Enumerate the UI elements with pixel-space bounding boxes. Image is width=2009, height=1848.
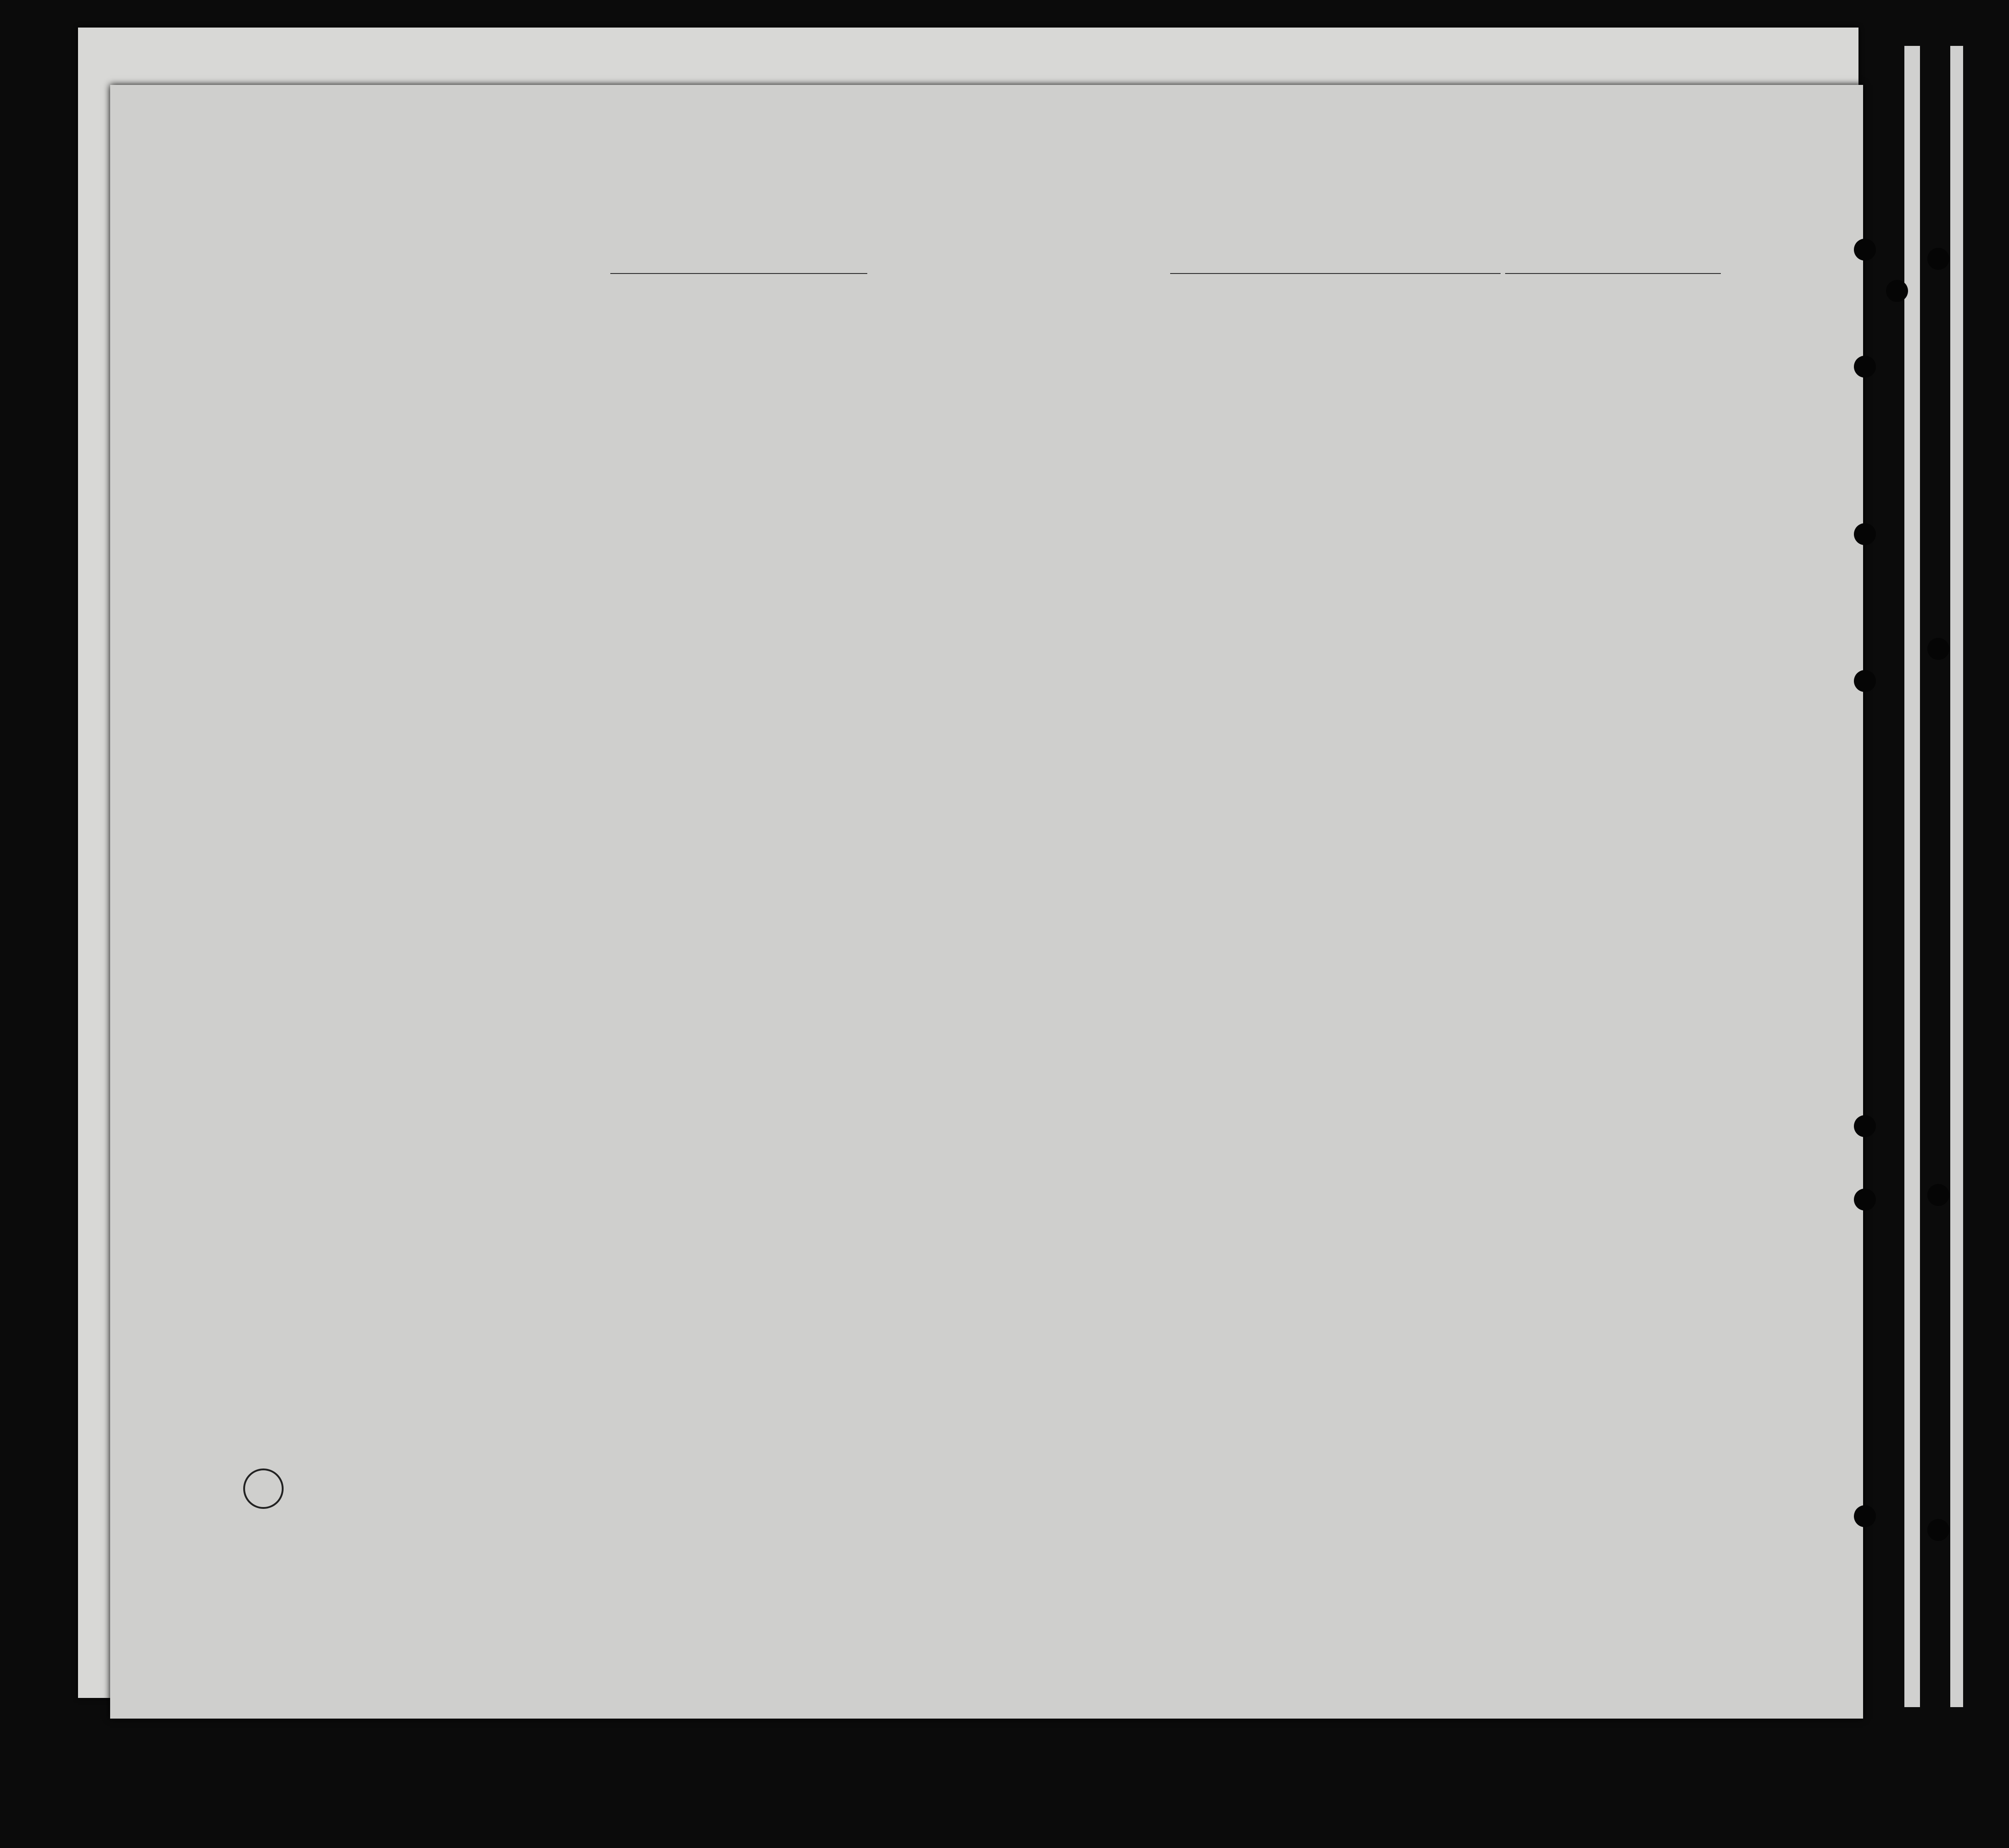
punch-hole xyxy=(1854,356,1876,378)
punch-hole xyxy=(1927,1519,1949,1541)
manifest-page xyxy=(110,85,1863,1719)
punch-hole xyxy=(1854,1189,1876,1211)
punch-hole xyxy=(1927,638,1949,660)
port-underline xyxy=(1170,273,1501,274)
punch-hole xyxy=(1854,1115,1876,1137)
punch-hole xyxy=(1854,239,1876,261)
ship-underline xyxy=(610,273,867,274)
punch-hole xyxy=(1927,1184,1949,1206)
punch-hole xyxy=(1886,280,1908,302)
punch-hole xyxy=(1854,523,1876,545)
punch-hole xyxy=(1854,1505,1876,1527)
date-underline xyxy=(1505,273,1721,274)
punch-hole xyxy=(1854,670,1876,692)
paper-edge xyxy=(1950,46,1963,1707)
punch-hole xyxy=(1927,248,1949,270)
circled-a xyxy=(243,1468,284,1509)
manifest-table xyxy=(117,291,1824,1576)
